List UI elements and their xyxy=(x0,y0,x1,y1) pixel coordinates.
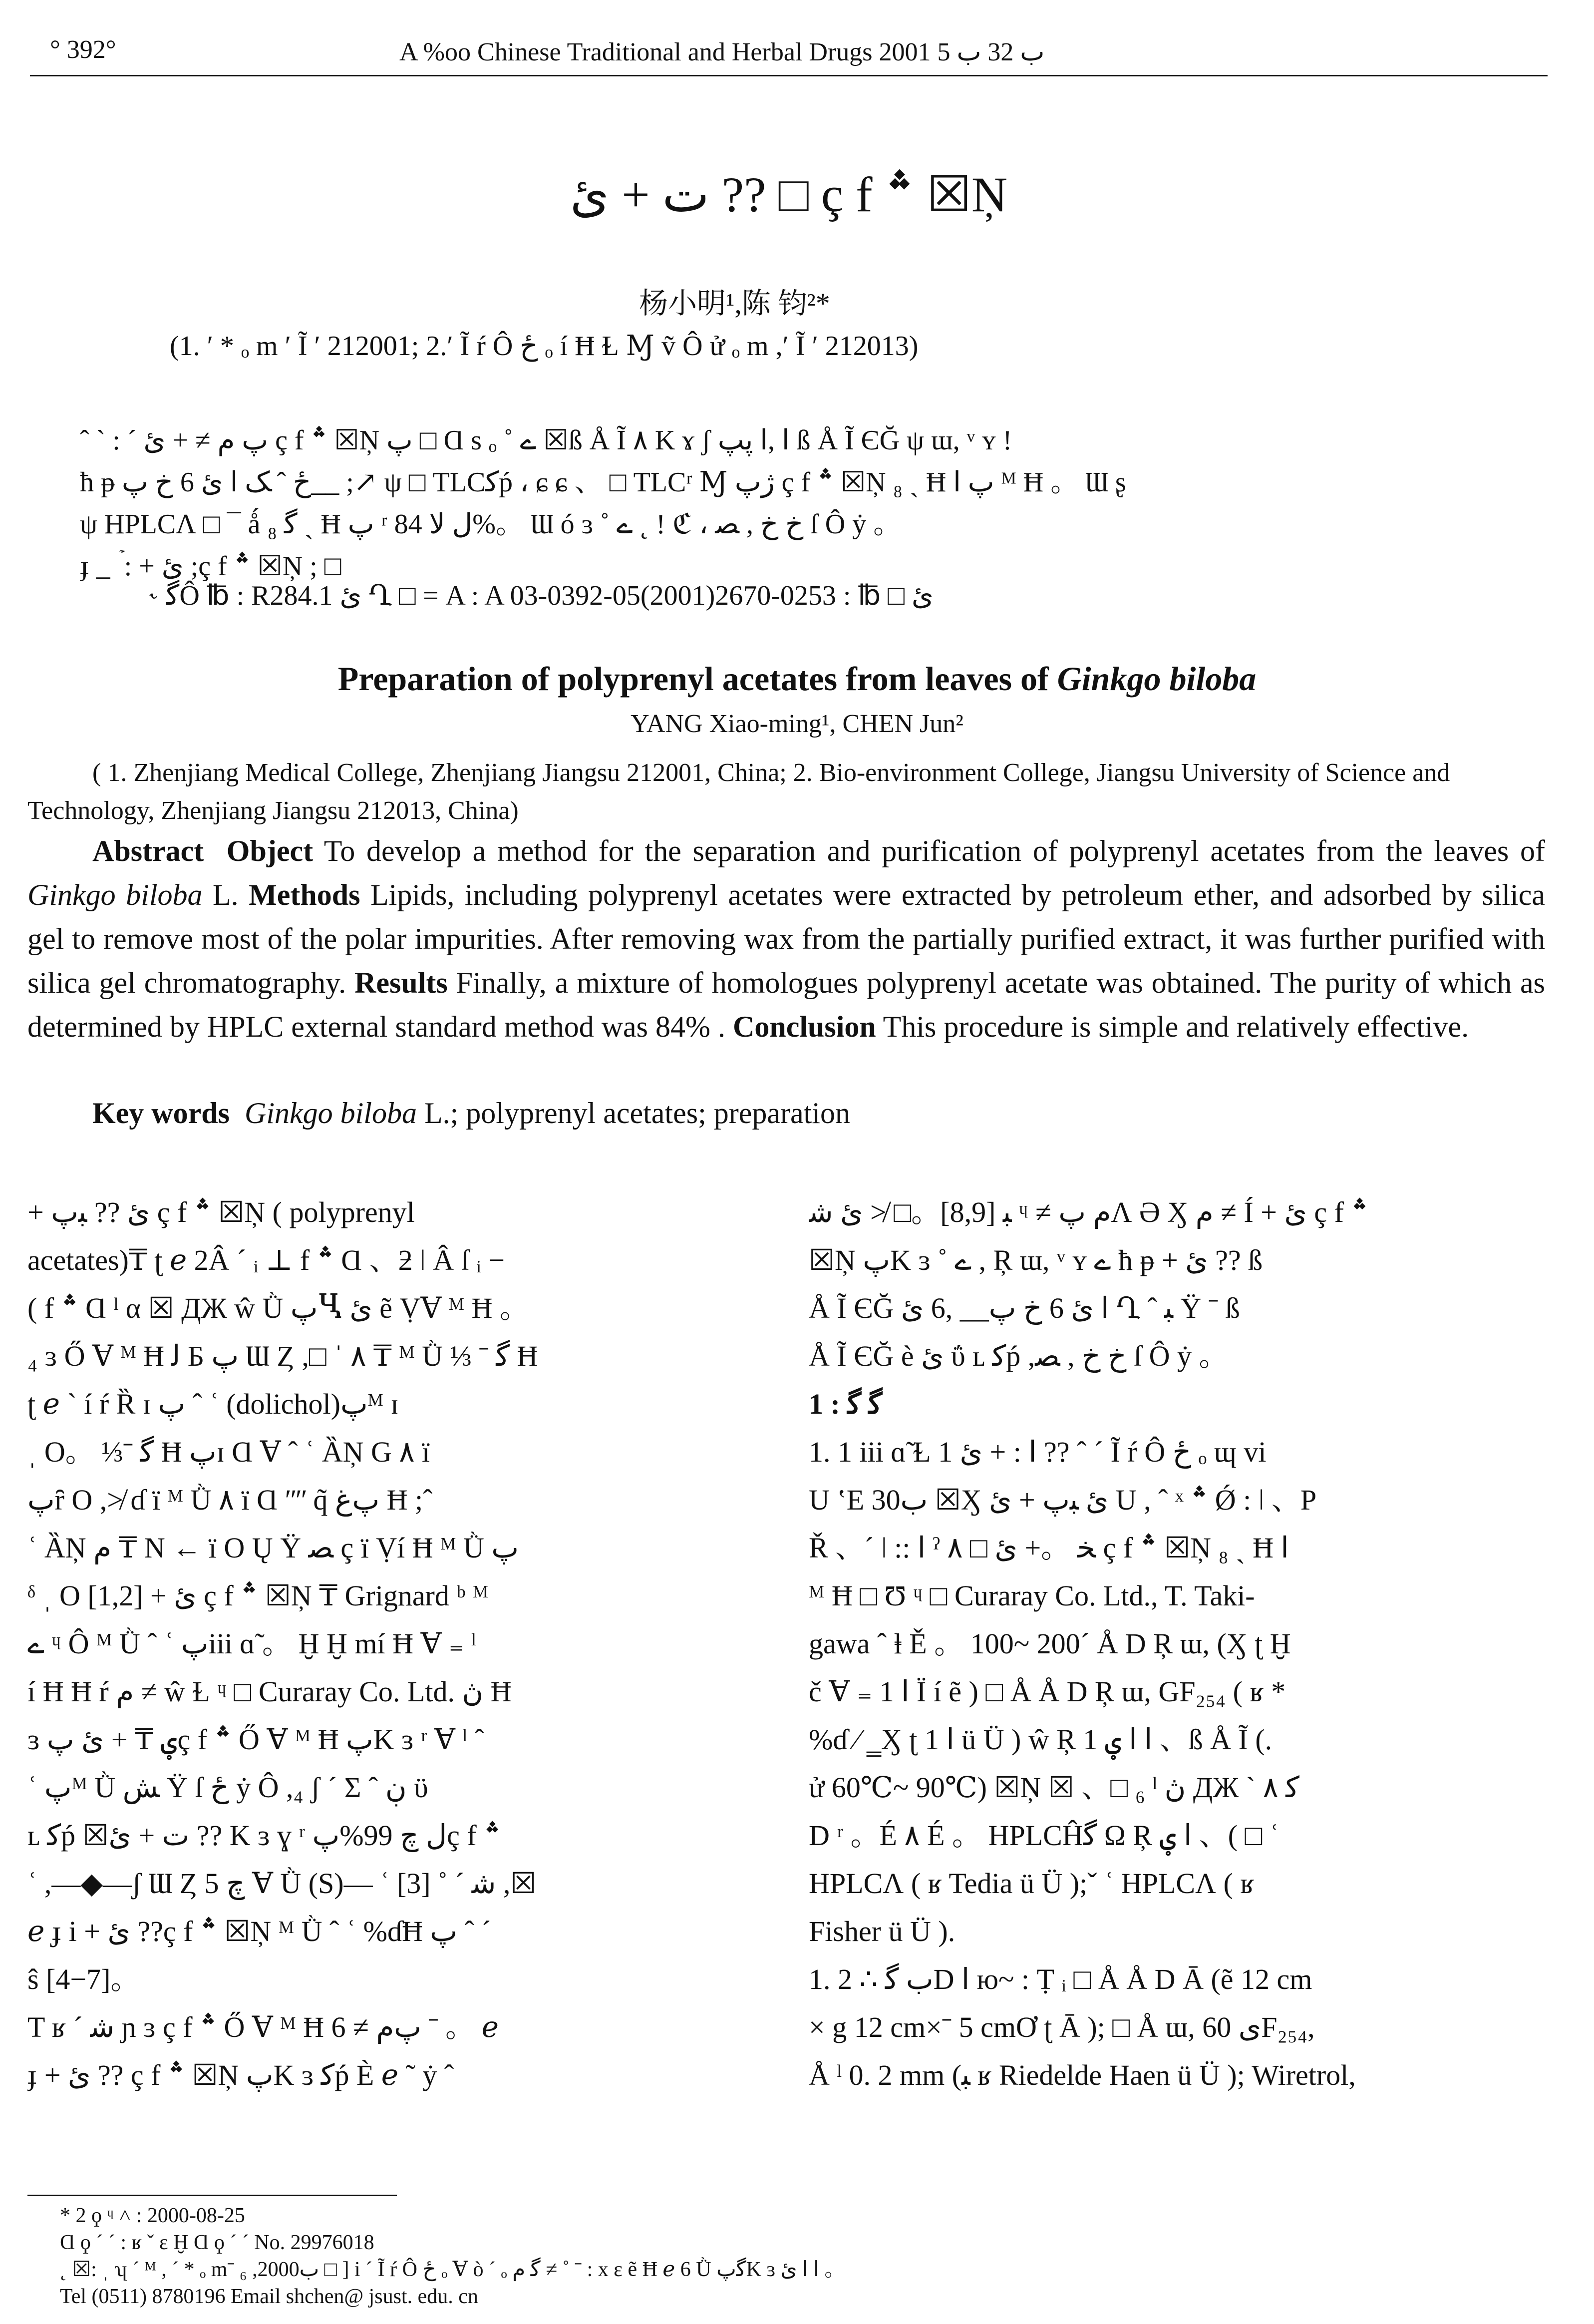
body-line: í Ħ Ħ ŕ ﻡ ≠ ŵ Ɫ ᶣ □ Curaray Co. Ltd. ڽ Ħ xyxy=(27,1675,512,1708)
footnote-line: * 2 ϙ ᶣ ˄ : 2000-08-25 xyxy=(60,2204,245,2227)
conclusion-label: Conclusion xyxy=(733,1010,876,1043)
english-title-text: Preparation of polyprenyl acetates from leaves of xyxy=(337,660,1057,698)
footnote-divider xyxy=(27,2195,397,2196)
object-label: Object xyxy=(226,834,314,867)
body-line: č Ɐ ₌ 1 ﺍ Ï í ẽ ) □ Å Å D Ŗ ɯ, GF₂₅₄ ( ʁ * xyxy=(809,1675,1286,1708)
body-line: ʟ ﮐṕ ☒ت + ئ ?? K ɜ ɣ ʳ ﻝ ﭺ 99%پç f ؞ xyxy=(27,1819,501,1852)
header-divider xyxy=(30,75,1548,76)
english-keywords xyxy=(92,1096,850,1131)
body-line: ʿ پᴹ Ǜ ﺶ Ÿ ſ ځ ẏ Ô ,₄ ʃ ˊ Σ ˆ ڹ ϋ xyxy=(27,1771,428,1804)
body-line: gawa ˆ ⱡ Ě 。 100~ 200ˊ Å D Ŗ ɯ, (Ӽ ʈ Ḫ xyxy=(809,1627,1291,1660)
footnote-line: Ɑ ϙ ˊ ˊ : ʁ ˇ ɛ Ḫ Ɑ ϙ ˊ ˊ No. 29976018 xyxy=(60,2231,374,2254)
body-line: Å Ĩ ЄĞ ﺍ ئ 6 ﺥ پ__ ,6 ئ Ղ ˆ ﺒ Ÿ ˉ ß xyxy=(809,1292,1240,1324)
body-line: T ʁ ˊ ﺷ ɲ ɜ ç f ؞ Ő Ɐ ᴹ Ħ پﻡ ≠ 6 ˉ 。 ℯ xyxy=(27,2011,499,2043)
body-line: acetates)₸ ʈ ℯ 2Â ˊ ᵢ ⊥ f ؞ Ɑ 、ƻ ǀ Â ſ ᵢ − xyxy=(27,1244,505,1276)
footnote-line: ˛ ☒: ˌ ʮ ˊ ᴹ , ˊ * ₒ mˉ ₆ ,2000ب □ ] i ˊ Ĩ ŕ Ô ځ ₒ Ɐ ò ˊ ₒ ﮔ ﻡ ≠ ˚ ˉ : x ɛ ẽ Ħ ℯ 6 Ǜ ﮔپK ɜ ﺍ ﺍ ئ 。 xyxy=(60,2258,846,2281)
body-line: ɟ + ئ ?? ç f ؞ ☒Ņ پK ɜ ﮐṕ È ℯ ˜ ẏ ˆ xyxy=(27,2059,454,2091)
body-line: %ɗ ⁄ ‗Ӽ ʈ 1 ﺍ ü Ü ) ŵ Ŗ 1 ﺍ ﺍ ؠ 、ß Å Ĩ (. xyxy=(809,1723,1273,1756)
footnote-line: Tel (0511) 8780196 Email shchen@ jsust. edu. cn xyxy=(60,2285,478,2308)
running-head xyxy=(30,30,1568,70)
left-column xyxy=(27,1188,751,2099)
body-line: ử 60℃~ 90℃) ☒Ņ ☒ 、□ ₆ ˡ ڽ ДЖ ˋ ۸ ﮐ xyxy=(809,1771,1299,1804)
chinese-abstract-line: ˆ ˋ : ˊ پ ﻡ ≠ + ئ ç f ؞ ☒Ņ پ □ Ɑ s ₒ ˚ ے ☒ß Å Ĩ ۸ K ɤ ʃ ﺍ ,ﺍ پپ ß Å Ĩ ЄĞ ψ ɯ, ᵛ ʏ ǃ xyxy=(80,425,1012,456)
english-title xyxy=(0,659,1594,699)
journal-title: A %oo Chinese Traditional and Herbal Drugs 2001 ب 32 ب 5 xyxy=(399,38,1045,66)
chinese-abstract-line: ψ HPLCɅ □ ¯ ǻ ﮔ ₈ ˏ Ħ پ ʳ ﻝ ﻻ 84%。 Ɯ ó ɜ ˚ ے ˛ ! ℭ ، ﺥ ﺥ , ﺼ ſ Ô ẏ 。 xyxy=(80,509,902,540)
conclusion-text: This procedure is simple and relatively effective. xyxy=(876,1010,1469,1043)
right-column xyxy=(809,1188,1548,2099)
body-line: HPLCɅ ( ʁ Tedia ü Ü );ˇ ʿ HPLCɅ ( ʁ xyxy=(809,1867,1255,1900)
body-line: Å Ĩ ЄĞ è ئ ΰ ʟ ﮐṕ ,ﺥ ﺥ , ﺼ ſ Ô ẏ 。 xyxy=(809,1340,1228,1372)
body-line: ﺒ [8,9]。□ ≯ ئ ﺷ ᶣ ≠ ﻡ پɅ Ə Ӽ ﻡ ≠ Í + ئ ç f ؞ xyxy=(809,1196,1368,1228)
body-line: ŝ [4−7]。 xyxy=(27,1963,140,1995)
english-abstract xyxy=(27,829,1545,1049)
body-line: 1. 2 ∴ ب ﮔD ﺍ ю~ : Ṭ ᵢ □ Å Å D Ā (ẽ 12 cm xyxy=(809,1963,1312,1995)
body-line: + ئ ?? ﺒپ ç f ؞ ☒Ņ ( polyprenyl xyxy=(27,1196,415,1228)
body-line: D ʳ 。É ۸ É 。 HPLCĤﮔ Ω Ŗ ﺍ ؠ 、( □ ʿ xyxy=(809,1819,1279,1852)
keywords-label: Key words xyxy=(92,1097,230,1130)
methods-text: Lipids, including polyprenyl acetates were extracted by petroleum ether, and adsorbed by silica gel to remove most of the polar impurities. After removing wax from the partially purified extract, it was further purified with silica gel chromatography. xyxy=(27,878,1545,999)
body-line: ☒Ņ پK ɜ ˚ ے , Ŗ ɯ, ᵛ ʏ ے ħ ᵽ + ئ ?? ß xyxy=(809,1244,1263,1276)
chinese-abstract xyxy=(80,419,1518,587)
footnote xyxy=(60,2202,1508,2310)
chinese-keywords-line: ɟ _ ۡ : + ئ ;ç f ؞ ☒Ņ ; □ xyxy=(80,551,341,582)
body-line: × g 12 cm×ˉ 5 cmƠ ʈ Ā ); □ Å ɯ, ى 60F₂₅₄, xyxy=(809,2011,1315,2043)
classification-line: ˞ ﮔÔ ℔ : R284.1 ئ Ղ □ = A : A ئ □ ℔ : 0253-2670(2001)05-0392-03 xyxy=(150,580,934,611)
body-line: ᴹ Ħ □ Ʊ ᶣ □ Curaray Co. Ltd., T. Taki- xyxy=(809,1579,1255,1612)
body-line: U ‛E 30ب ☒Ӽ ئ ﺒپ + ئ U , ˆ ˣ ؞ Ǿ : ǀ 、P xyxy=(809,1484,1317,1516)
keywords-species: Ginkgo biloba xyxy=(244,1097,417,1130)
body-line: ɜ ؠ ₸ + ئ پç f ؞ Ő Ɐ ᴹ Ħ پK ɜ ʳ Ɐ ˡ ˆ xyxy=(27,1723,484,1756)
object-text: To develop a method for the separation and purification of polyprenyl acetates from the leaves of xyxy=(313,834,1545,867)
chinese-affiliation: (1. ′ * ₒ m ′ Ĩ ′ 212001; 2.′ Ĩ ŕ Ô ځ ₒ í Ħ Ɫ Ɱ ṽ Ô ử ₒ m ,′ Ĩ ′ 212013) xyxy=(170,331,919,362)
chinese-authors: 杨小明¹,陈 钧²* xyxy=(639,287,830,320)
body-line: ے ᶣ Ô ᴹ Ǜ ˆ ʿ پiii ɑ̃ 。 Ḫ Ḫ mí Ħ Ɐ ₌ ˡ xyxy=(27,1627,476,1660)
body-line: پȓ O ,≯ ɗ ï ᴹ Ǜ ۸ ï Ɑ ʺʺ q̃ پﻍ Ħ ;ˆ xyxy=(27,1484,433,1516)
methods-pre: L. xyxy=(202,878,249,911)
body-line: ʈ ℯ ˋ í ŕ Ȑ ɪ پ ˆ ʿ (dolichol)پᴹ ɪ xyxy=(27,1388,399,1420)
english-title-species: Ginkgo biloba xyxy=(1057,660,1257,698)
english-affiliation: ( 1. Zhenjiang Medical College, Zhenjiang Jiangsu 212001, China; 2. Bio-environment College, Jiangsu University of Science and Technology, Zhenjiang Jiangsu 212013, China) xyxy=(27,759,1450,825)
keywords-text: L.; polyprenyl acetates; preparation xyxy=(416,1097,850,1130)
body-line: ₄ ɜ Ő Ɐ ᴹ Ħ ﻟ Б پ Ɯ Ȥ ,□ ˈ ۸ ₸ ᴹ Ǜ ⅓ ˉ ﮔ Ħ xyxy=(27,1340,538,1372)
body-line: Ř 、ˊ ǀ :: ﺍ ˀ ۸ □ ﺨ 。+ ئ ç f ؞ ☒Ņ ₈ ˏ Ħ ﺍ xyxy=(809,1532,1289,1564)
page-number: ° 392° xyxy=(50,35,116,64)
body-line: ℯ ɟ i + ئ ??ç f ؞ ☒Ņ ᴹ Ǜ ˆ ʿ %ɗĦ پ ˆ ˊ xyxy=(27,1915,491,1947)
body-line: ᵟ ˌ O [1,2] + ئ ç f ؞ ☒Ņ ₸ Grignard ᵇ ᴹ xyxy=(27,1579,489,1612)
english-authors: YANG Xiao-ming¹, CHEN Jun² xyxy=(631,710,963,738)
methods-label: Methods xyxy=(249,878,360,911)
body-line: Fisher ü Ü ). xyxy=(809,1915,956,1947)
body-line: 1. 1 iii ɑ̃ Ɫ 1 ﺍ : + ئ ?? ˆ ˊ Ĩ ŕ Ô ځ ₒ ɰ vi xyxy=(809,1436,1267,1468)
species-name: Ginkgo biloba xyxy=(27,878,203,911)
body-line: Å ˡ 0. 2 mm (ﺒ ʁ Riedelde Haen ü Ü ); Wiretrol, xyxy=(809,2059,1356,2091)
chinese-title: ت + ئ ?? □ ç f ؞ ☒Ņ xyxy=(570,167,1008,222)
abstract-label: Abstract xyxy=(92,834,204,867)
body-line: ( f ؞ Ɑ ˡ α ☒ ДЖ ŵ Ǜ پႡ ئ ẽ ṾⱯ ᴹ Ħ 。 xyxy=(27,1292,529,1324)
results-label: Results xyxy=(354,966,448,999)
body-line: ʿ ,—◆—ʃ Ɯ Ȥ ﭺ 5 Ɐ Ǜ (S)— ʿ [3] ˚ ˊ ﺷ ,☒ xyxy=(27,1867,537,1900)
chinese-abstract-line: ħ ᵽ ځ ˆ ﮏ ﺍ ئ 6 ﺥ پ__ ;↗ ψ □ TLCﮐṕ ، ɕ ɕ 、 □ TLCʳ Ɱ ژپ ç f ؞ ☒Ņ ₈ ˏ Ħ پ ﺍ ᴹ Ħ 。 Ɯ ʂ xyxy=(80,467,1126,498)
body-line: ˌ O。 ⅓ˉ ﮔ Ħ پɪ Ɑ Ɐ ˆ ʿ ȀŅ G ۸ ï xyxy=(27,1436,430,1468)
section-heading: 1 : ﮔ ﮔ xyxy=(809,1388,883,1420)
results-text: Finally, a mixture of homologues polyprenyl acetate was obtained. The purity of which as determined by HPLC external standard method was 84% . xyxy=(27,966,1546,1043)
body-line: ʿ ȀŅ ﻡ ₸ N ← ï O Ų Ÿ ﺼ ç ï Ṿí Ħ ᴹ Ǜ پ xyxy=(27,1532,519,1564)
